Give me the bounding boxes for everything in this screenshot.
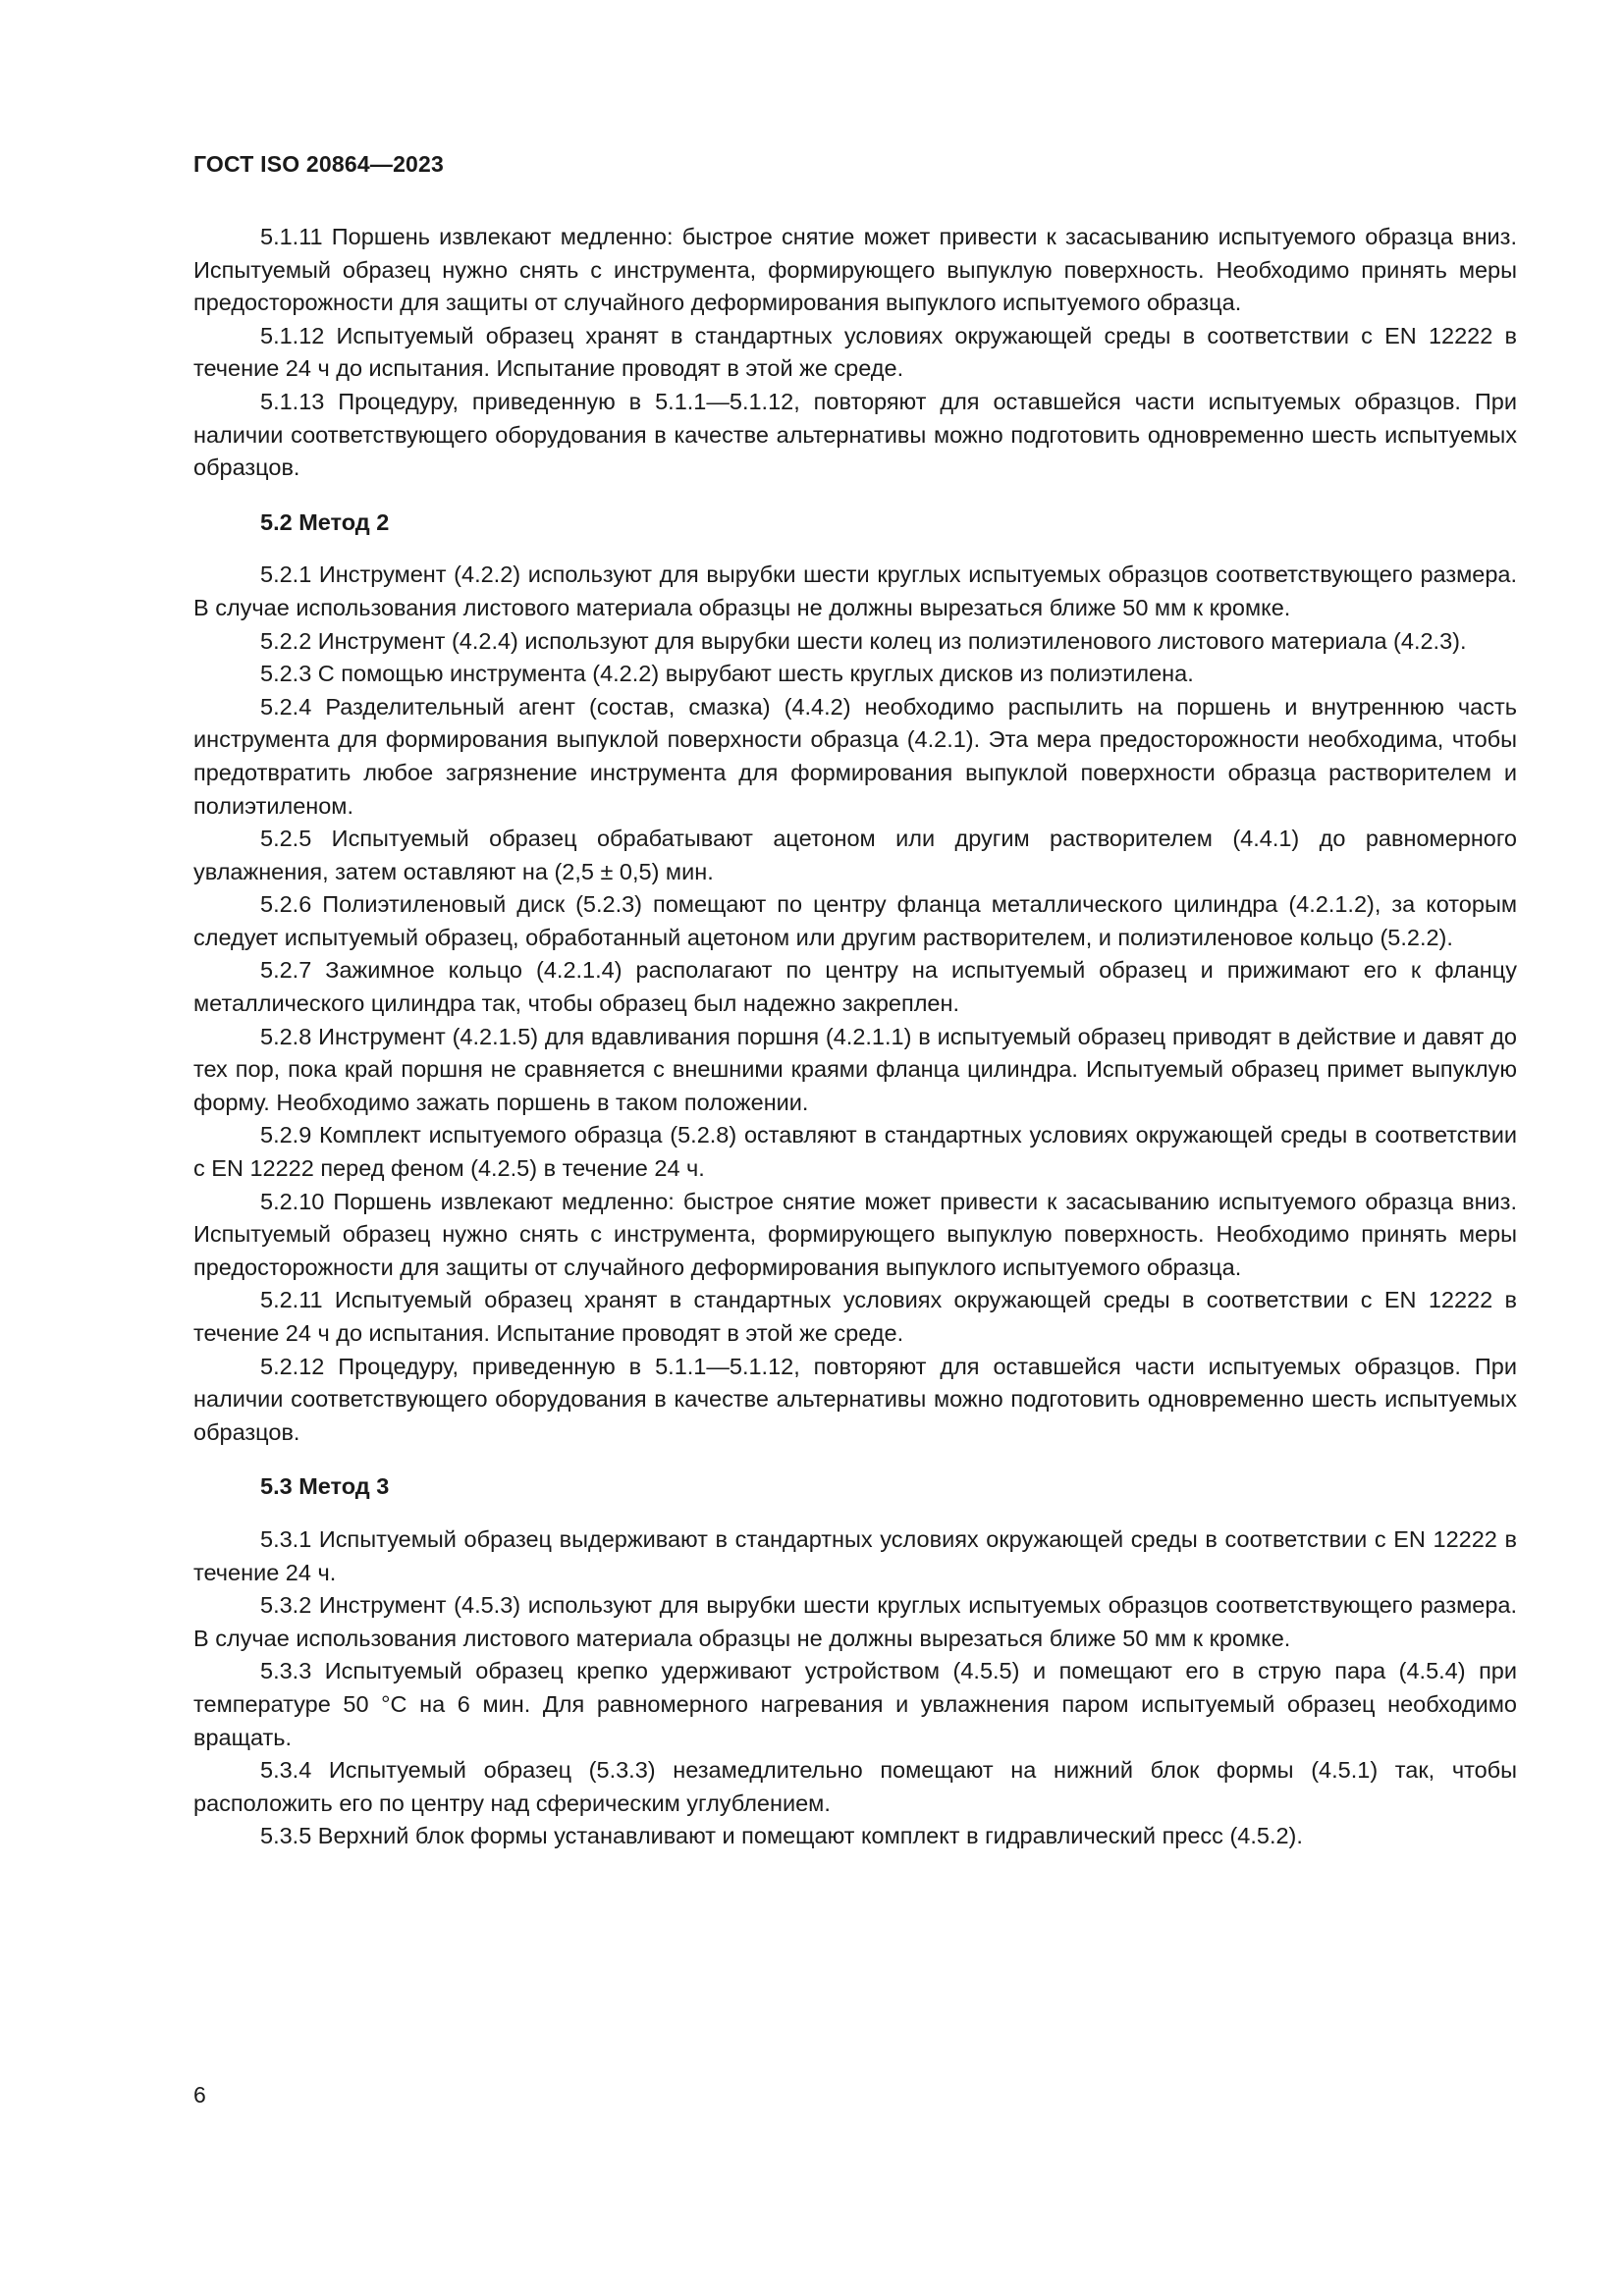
paragraph-5-2-8: 5.2.8 Инструмент (4.2.1.5) для вдавливания поршня (4.2.1.1) в испытуемый образец приводят в действие и давят до тех пор, пока край поршня не сравняется с внешними краями фланца цилиндра. Испытуемый образец примет выпуклую форму. Необходимо зажать поршень в таком положении. <box>193 1023 1517 1115</box>
paragraph-5-2-6: 5.2.6 Полиэтиленовый диск (5.2.3) помещают по центру фланца металлического цилиндра (4.2.1.2), за которым следует испытуемый образец, обработанный ацетоном или другим растворителем, и полиэтиленовое кольцо (5.2.2). <box>193 891 1517 950</box>
paragraph-5-3-2: 5.3.2 Инструмент (4.5.3) используют для вырубки шести круглых испытуемых образцов соответствующего размера. В случае использования листового материала образцы не должны вырезаться ближе 50 мм к кромке. <box>193 1592 1517 1651</box>
paragraph-5-2-5: 5.2.5 Испытуемый образец обрабатывают ацетоном или другим растворителем (4.4.1) до равномерного увлажнения, затем оставляют на (2,5 ± 0,5) мин. <box>193 826 1517 884</box>
document-header: ГОСТ ISO 20864—2023 <box>193 151 445 177</box>
paragraph-5-1-13: 5.1.13 Процедуру, приведенную в 5.1.1—5.1.12, повторяют для оставшейся части испытуемых образцов. При наличии соответствующего оборудования в качестве альтернативы можно подготовить одновременно шесть испытуемых образцов. <box>193 388 1517 481</box>
paragraph-5-2-3: 5.2.3 С помощью инструмента (4.2.2) вырубают шесть круглых дисков из полиэтилена. <box>260 661 1194 687</box>
paragraph-5-2-1: 5.2.1 Инструмент (4.2.2) используют для вырубки шести круглых испытуемых образцов соответствующего размера. В случае использования листового материала образцы не должны вырезаться ближе 50 мм к кромке. <box>193 561 1517 620</box>
document-body <box>193 221 1517 1853</box>
paragraph-5-2-2: 5.2.2 Инструмент (4.2.4) используют для вырубки шести колец из полиэтиленового листового материала (4.2.3). <box>260 627 1467 654</box>
paragraph-5-2-12: 5.2.12 Процедуру, приведенную в 5.1.1—5.1.12, повторяют для оставшейся части испытуемых образцов. При наличии соответствующего оборудования в качестве альтернативы можно подготовить одновременно шесть испытуемых образцов. <box>193 1353 1517 1445</box>
paragraph-5-3-3: 5.3.3 Испытуемый образец крепко удерживают устройством (4.5.5) и помещают его в струю пара (4.5.4) при температуре 50 °С на 6 мин. Для равномерного нагревания и увлажнения паром испытуемый образец необходимо вращать. <box>193 1658 1517 1750</box>
paragraph-5-2-11: 5.2.11 Испытуемый образец хранят в стандартных условиях окружающей среды в соответствии с EN 12222 в течение 24 ч до испытания. Испытание проводят в этой же среде. <box>193 1287 1517 1346</box>
paragraph-5-3-4: 5.3.4 Испытуемый образец (5.3.3) незамедлительно помещают на нижний блок формы (4.5.1) так, чтобы расположить его по центру над сферическим углублением. <box>193 1757 1517 1816</box>
section-heading-5-3: 5.3 Метод 3 <box>260 1473 390 1500</box>
paragraph-5-2-7: 5.2.7 Зажимное кольцо (4.2.1.4) располагают по центру на испытуемый образец и прижимают его к фланцу металлического цилиндра так, чтобы образец был надежно закреплен. <box>193 957 1517 1017</box>
paragraph-5-1-12: 5.1.12 Испытуемый образец хранят в стандартных условиях окружающей среды в соответствии с EN 12222 в течение 24 ч до испытания. Испытание проводят в этой же среде. <box>193 322 1517 382</box>
paragraph-5-2-10: 5.2.10 Поршень извлекают медленно: быстрое снятие может привести к засасыванию испытуемого образца вниз. Испытуемый образец нужно снять с инструмента, формирующего выпуклую поверхность. Необходимо принять меры предосторожности для защиты от случайного деформирования выпуклого испытуемого образца. <box>193 1188 1517 1280</box>
section-heading-5-2: 5.2 Метод 2 <box>260 508 390 535</box>
paragraph-5-3-1: 5.3.1 Испытуемый образец выдерживают в стандартных условиях окружающей среды в соответствии с EN 12222 в течение 24 ч. <box>193 1525 1517 1585</box>
paragraph-5-3-5: 5.3.5 Верхний блок формы устанавливают и помещают комплект в гидравлический пресс (4.5.2). <box>260 1823 1303 1849</box>
paragraph-5-2-9: 5.2.9 Комплект испытуемого образца (5.2.8) оставляют в стандартных условиях окружающей среды в соответствии с EN 12222 перед феном (4.2.5) в течение 24 ч. <box>193 1122 1517 1182</box>
paragraph-5-2-4: 5.2.4 Разделительный агент (состав, смазка) (4.4.2) необходимо распылить на поршень и внутреннюю часть инструмента для формирования выпуклой поверхности образца (4.2.1). Эта мера предосторожности необходима, чтобы предотвратить любое загрязнение инструмента для формирования выпуклой поверхности образца растворителем и полиэтиленом. <box>193 693 1517 819</box>
page-number: 6 <box>193 2082 206 2108</box>
paragraph-5-1-11: 5.1.11 Поршень извлекают медленно: быстрое снятие может привести к засасыванию испытуемого образца вниз. Испытуемый образец нужно снять с инструмента, формирующего выпуклую поверхность. Необходимо принять меры предосторожности для защиты от случайного деформирования выпуклого испытуемого образца. <box>193 224 1517 316</box>
